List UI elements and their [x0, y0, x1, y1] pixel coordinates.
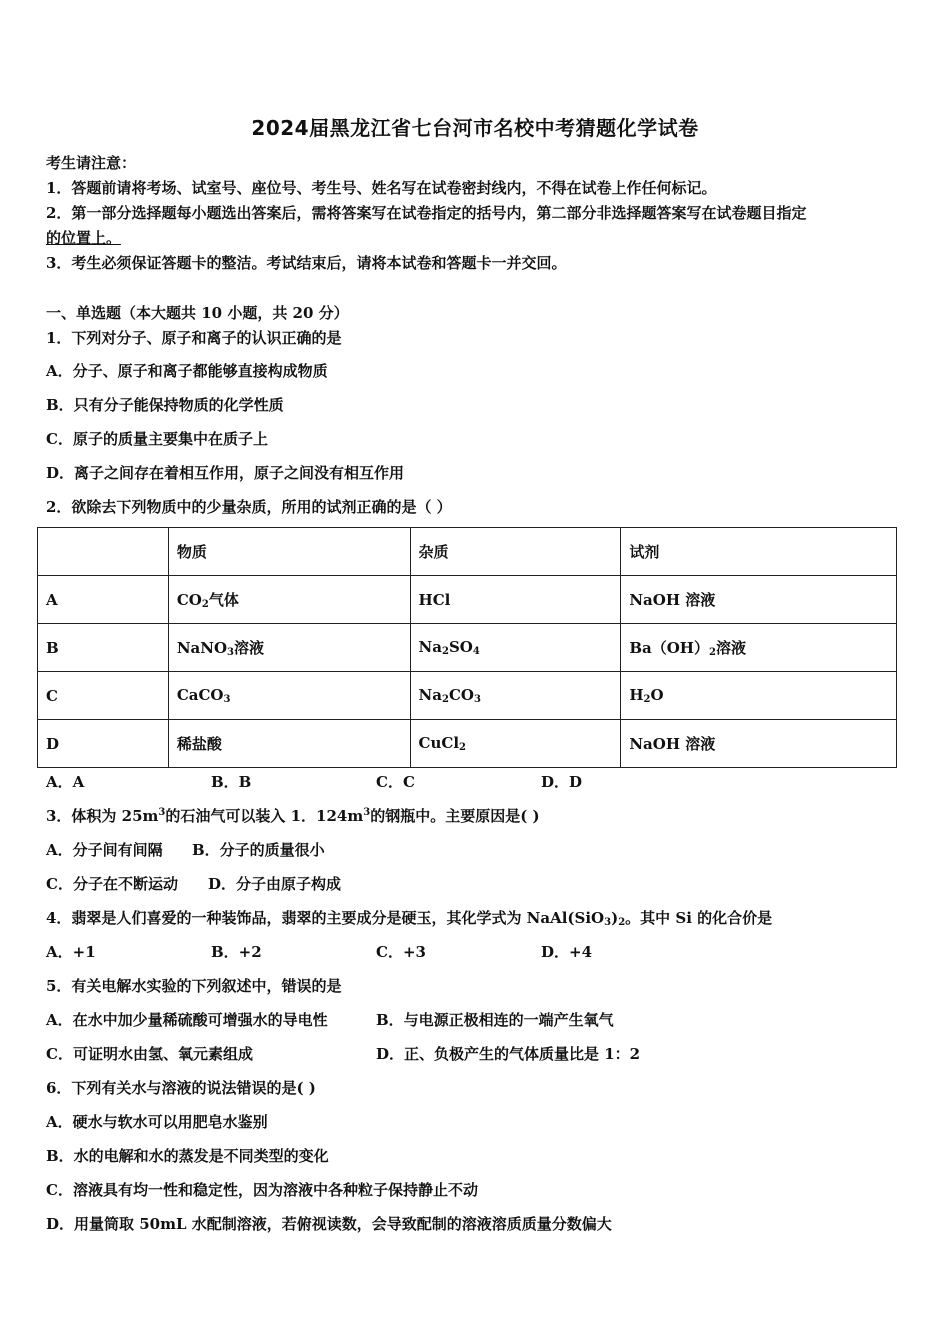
impurity-cell: HCl — [410, 576, 621, 624]
q3-option-c: C．分子在不断运动 — [46, 875, 178, 893]
row-label: A — [38, 576, 169, 624]
table-row — [38, 720, 897, 768]
q2-stem: 2．欲除去下列物质中的少量杂质，所用的试剂正确的是（ ） — [46, 498, 452, 516]
q2-option-b: B．B — [211, 773, 252, 791]
notice-item-2-cont: 的位置上。 — [46, 229, 122, 247]
reagent-cell: NaOH 溶液 — [621, 576, 897, 624]
q3-option-b: B．分子的质量很小 — [192, 841, 325, 859]
q4-option-b: B．+2 — [211, 943, 262, 961]
q5-option-a: A．在水中加少量稀硫酸可增强水的导电性 — [46, 1011, 328, 1029]
q4-option-c: C．+3 — [376, 943, 426, 961]
q4-option-a: A．+1 — [46, 943, 96, 961]
impurity-cell: $Na_2SO_4$ — [410, 624, 621, 672]
q6-stem: 6．下列有关水与溶液的说法错误的是( ) — [46, 1079, 316, 1097]
table-row — [38, 624, 897, 672]
row-label: B — [38, 624, 169, 672]
q1-option-b: B．只有分子能保持物质的化学性质 — [46, 396, 284, 414]
q5-stem: 5．有关电解水实验的下列叙述中，错误的是 — [46, 977, 342, 995]
q2-table — [37, 527, 897, 768]
impurity-cell: $Na_2CO_3$ — [410, 672, 621, 720]
q1-option-c: C．原子的质量主要集中在质子上 — [46, 430, 268, 448]
notice-heading: 考生请注意： — [46, 154, 137, 172]
q1-stem: 1．下列对分子、原子和离子的认识正确的是 — [46, 329, 342, 347]
notice-item-2: 2．第一部分选择题每小题选出答案后，需将答案写在试卷指定的括号内，第二部分非选择题答案写在试卷题目指定 — [46, 204, 807, 222]
table-header-cell: 杂质 — [410, 528, 621, 576]
q6-option-c: C．溶液具有均一性和稳定性，因为溶液中各种粒子保持静止不动 — [46, 1181, 478, 1199]
table-header-row — [38, 528, 897, 576]
section-heading: 一、单选题（本大题共 10 小题，共 20 分） — [46, 304, 349, 322]
q2-option-a: A．A — [46, 773, 85, 791]
q2-option-c: C．C — [376, 773, 415, 791]
table-header-cell: 试剂 — [621, 528, 897, 576]
reagent-cell: NaOH 溶液 — [621, 720, 897, 768]
impurity-cell: CuCl$_2$ — [410, 720, 621, 768]
substance-cell: 稀盐酸 — [168, 720, 410, 768]
table-row — [38, 672, 897, 720]
table-header-cell — [38, 528, 169, 576]
q6-option-b: B．水的电解和水的蒸发是不同类型的变化 — [46, 1147, 329, 1165]
q3-stem: 3．体积为 $25m^3$的石油气可以装入 1．$124m^3$的钢瓶中。主要原因是( ) — [46, 807, 540, 825]
q5-option-b: B．与电源正极相连的一端产生氧气 — [376, 1011, 614, 1029]
substance-cell: $CO_2$气体 — [168, 576, 410, 624]
q5-option-d: D．正、负极产生的气体质量比是 1：2 — [376, 1045, 641, 1063]
substance-cell: CaCO$_3$ — [168, 672, 410, 720]
q3-option-d: D．分子由原子构成 — [208, 875, 342, 893]
q4-option-d: D．+4 — [541, 943, 593, 961]
q5-option-c: C．可证明水由氢、氧元素组成 — [46, 1045, 253, 1063]
notice-item-3: 3．考生必须保证答题卡的整洁。考试结束后，请将本试卷和答题卡一并交回。 — [46, 254, 567, 272]
substance-cell: NaNO$_3$溶液 — [168, 624, 410, 672]
row-label: D — [38, 720, 169, 768]
reagent-cell: $H_2O$ — [621, 672, 897, 720]
notice-item-1: 1．答题前请将考场、试室号、座位号、考生号、姓名写在试卷密封线内，不得在试卷上作任何标记。 — [46, 179, 717, 197]
q6-option-d: D．用量筒取 50mL 水配制溶液，若俯视读数，会导致配制的溶液溶质质量分数偏大 — [46, 1215, 612, 1233]
reagent-cell: $Ba(OH)_2$溶液 — [621, 624, 897, 672]
q1-option-d: D．离子之间存在着相互作用，原子之间没有相互作用 — [46, 464, 405, 482]
q6-option-a: A．硬水与软水可以用肥皂水鉴别 — [46, 1113, 268, 1131]
q4-stem: 4．翡翠是人们喜爱的一种装饰品，翡翠的主要成分是硬玉，其化学式为 $NaAl(SiO_3)_2$。其中 Si 的化合价是 — [46, 909, 773, 928]
q1-option-a: A．分子、原子和离子都能够直接构成物质 — [46, 362, 328, 380]
table-row — [38, 576, 897, 624]
page-title: 2024届黑龙江省七台河市名校中考猜题化学试卷 — [251, 116, 699, 140]
table-header-cell: 物质 — [168, 528, 410, 576]
q3-option-a: A．分子间有间隔 — [46, 841, 163, 859]
row-label: C — [38, 672, 169, 720]
q2-option-d: D．D — [541, 773, 583, 791]
